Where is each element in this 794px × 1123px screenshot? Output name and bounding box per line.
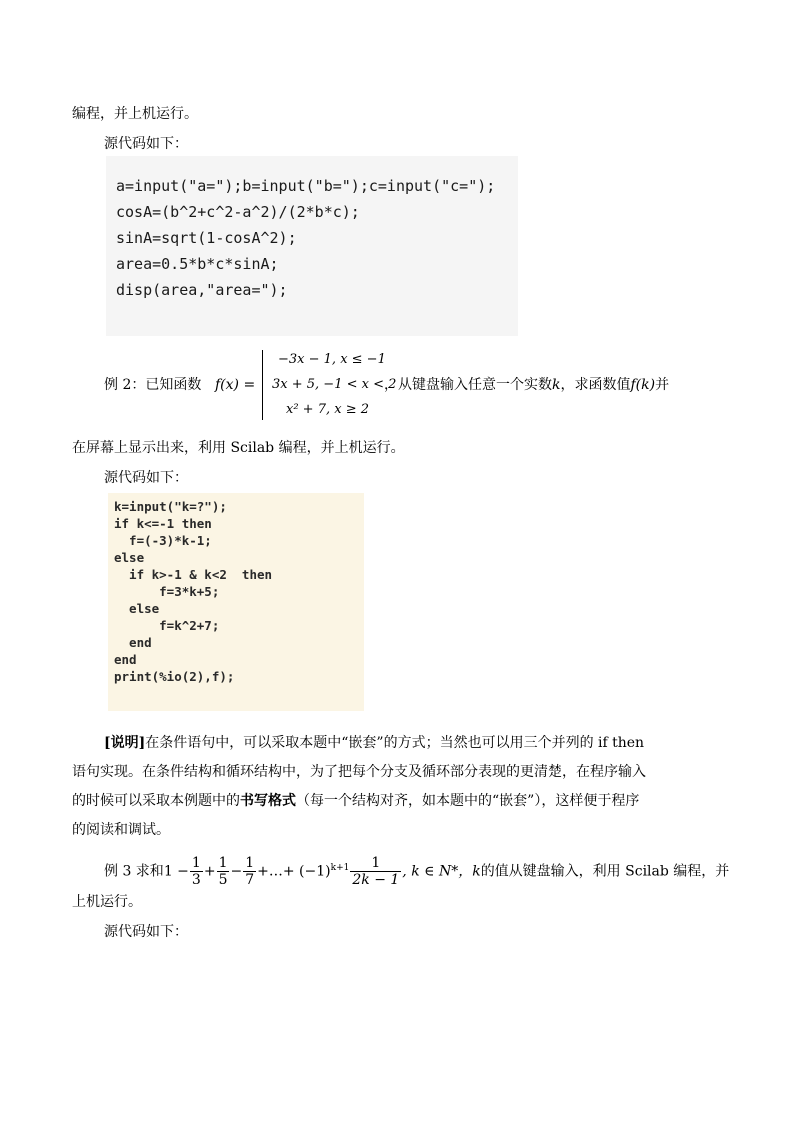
denominator: 5 bbox=[218, 872, 228, 889]
fraction bbox=[350, 855, 401, 888]
example-3-line1 bbox=[104, 850, 729, 890]
code-line: else bbox=[114, 550, 145, 565]
source-label: 源代码如下： bbox=[104, 136, 188, 152]
example-2-line2: 在屏幕上显示出来，利用 Scilab 编程，并上机运行。 bbox=[72, 440, 405, 456]
code-line: f=(-3)*k-1; bbox=[114, 533, 212, 548]
code-line: f=k^2+7; bbox=[114, 618, 220, 633]
source-label: 源代码如下： bbox=[104, 924, 188, 940]
piecewise-case: −3x − 1, x ≤ −1 bbox=[278, 352, 386, 367]
code-line: sinA=sqrt(1-cosA^2); bbox=[116, 229, 297, 247]
numerator: 1 bbox=[191, 855, 201, 872]
fraction bbox=[243, 855, 256, 888]
code-line: f=3*k+5; bbox=[114, 584, 220, 599]
piecewise-case: 3x + 5, −1 < x < 2 bbox=[272, 377, 397, 392]
code-line: a=input("a=");b=input("b=");c=input("c="); bbox=[116, 177, 496, 195]
code-block-2 bbox=[108, 493, 364, 711]
function-f-of-x: f(x) = bbox=[215, 377, 256, 393]
operator: + bbox=[203, 863, 216, 880]
code-block-1 bbox=[106, 156, 518, 336]
text-segment: ，从键盘输入任意一个实数 bbox=[384, 377, 552, 393]
numerator: 1 bbox=[350, 855, 401, 872]
code-line: cosA=(b^2+c^2-a^2)/(2*b*c); bbox=[116, 203, 360, 221]
text-segment: ，求函数值 bbox=[560, 377, 631, 393]
text-segment: 例 3 求和 bbox=[104, 863, 164, 880]
code-line: print(%io(2),f); bbox=[114, 669, 235, 684]
note-line-1 bbox=[104, 733, 644, 753]
var-k: k bbox=[472, 863, 481, 880]
note-line-4: 的阅读和调试。 bbox=[72, 822, 170, 838]
example-2-text bbox=[384, 375, 669, 395]
note-line-3 bbox=[72, 791, 639, 811]
example-3-line2: 上机运行。 bbox=[72, 894, 142, 910]
code-line: disp(area,"area="); bbox=[116, 281, 288, 299]
note-tag: [说明] bbox=[104, 735, 146, 751]
note-line-2: 语句实现。在条件结构和循环结构中，为了把每个分支及循环部分表现的更清楚，在程序输入 bbox=[72, 764, 646, 780]
source-label: 源代码如下： bbox=[104, 470, 188, 486]
paragraph-text: 编程，并上机运行。 bbox=[72, 106, 198, 122]
piecewise-brace bbox=[262, 350, 271, 420]
formula-term: 1 − bbox=[163, 863, 189, 880]
f-of-k: f(k) bbox=[630, 377, 656, 393]
code-line: end bbox=[114, 635, 152, 650]
code-line: else bbox=[114, 601, 160, 616]
code-line: if k<=-1 then bbox=[114, 516, 212, 531]
text-segment: 并 bbox=[655, 377, 670, 393]
text-segment: 在条件语句中，可以采取本题中“嵌套”的方式；当然也可以用三个并列的 if then bbox=[145, 735, 645, 751]
text-segment: （每一个结构对齐，如本题中的“嵌套”），这样便于程序 bbox=[296, 793, 640, 809]
var-k: k bbox=[552, 377, 561, 393]
text-segment: 的时候可以采取本例题中的 bbox=[72, 793, 240, 809]
bold-term: 书写格式 bbox=[240, 793, 296, 809]
text-segment: 的值从键盘输入，利用 Scilab 编程，并 bbox=[480, 863, 730, 880]
code-line: end bbox=[114, 652, 137, 667]
code-line: k=input("k=?"); bbox=[114, 499, 227, 514]
numerator: 1 bbox=[218, 855, 228, 872]
code-line: area=0.5*b*c*sinA; bbox=[116, 255, 279, 273]
fraction bbox=[190, 855, 203, 888]
operator: − bbox=[230, 863, 243, 880]
fraction bbox=[217, 855, 230, 888]
formula-term: , k ∈ N*， bbox=[402, 863, 473, 880]
code-line: if k>-1 & k<2 then bbox=[114, 567, 273, 582]
piecewise-case: x² + 7, x ≥ 2 bbox=[286, 402, 369, 417]
formula-term: +…+ (−1) bbox=[257, 863, 331, 880]
exponent: k+1 bbox=[330, 863, 350, 873]
numerator: 1 bbox=[245, 855, 255, 872]
example-2-prefix: 例 2：已知函数 bbox=[104, 377, 202, 393]
denominator: 2k − 1 bbox=[352, 872, 400, 889]
denominator: 7 bbox=[245, 872, 255, 889]
denominator: 3 bbox=[191, 872, 201, 889]
